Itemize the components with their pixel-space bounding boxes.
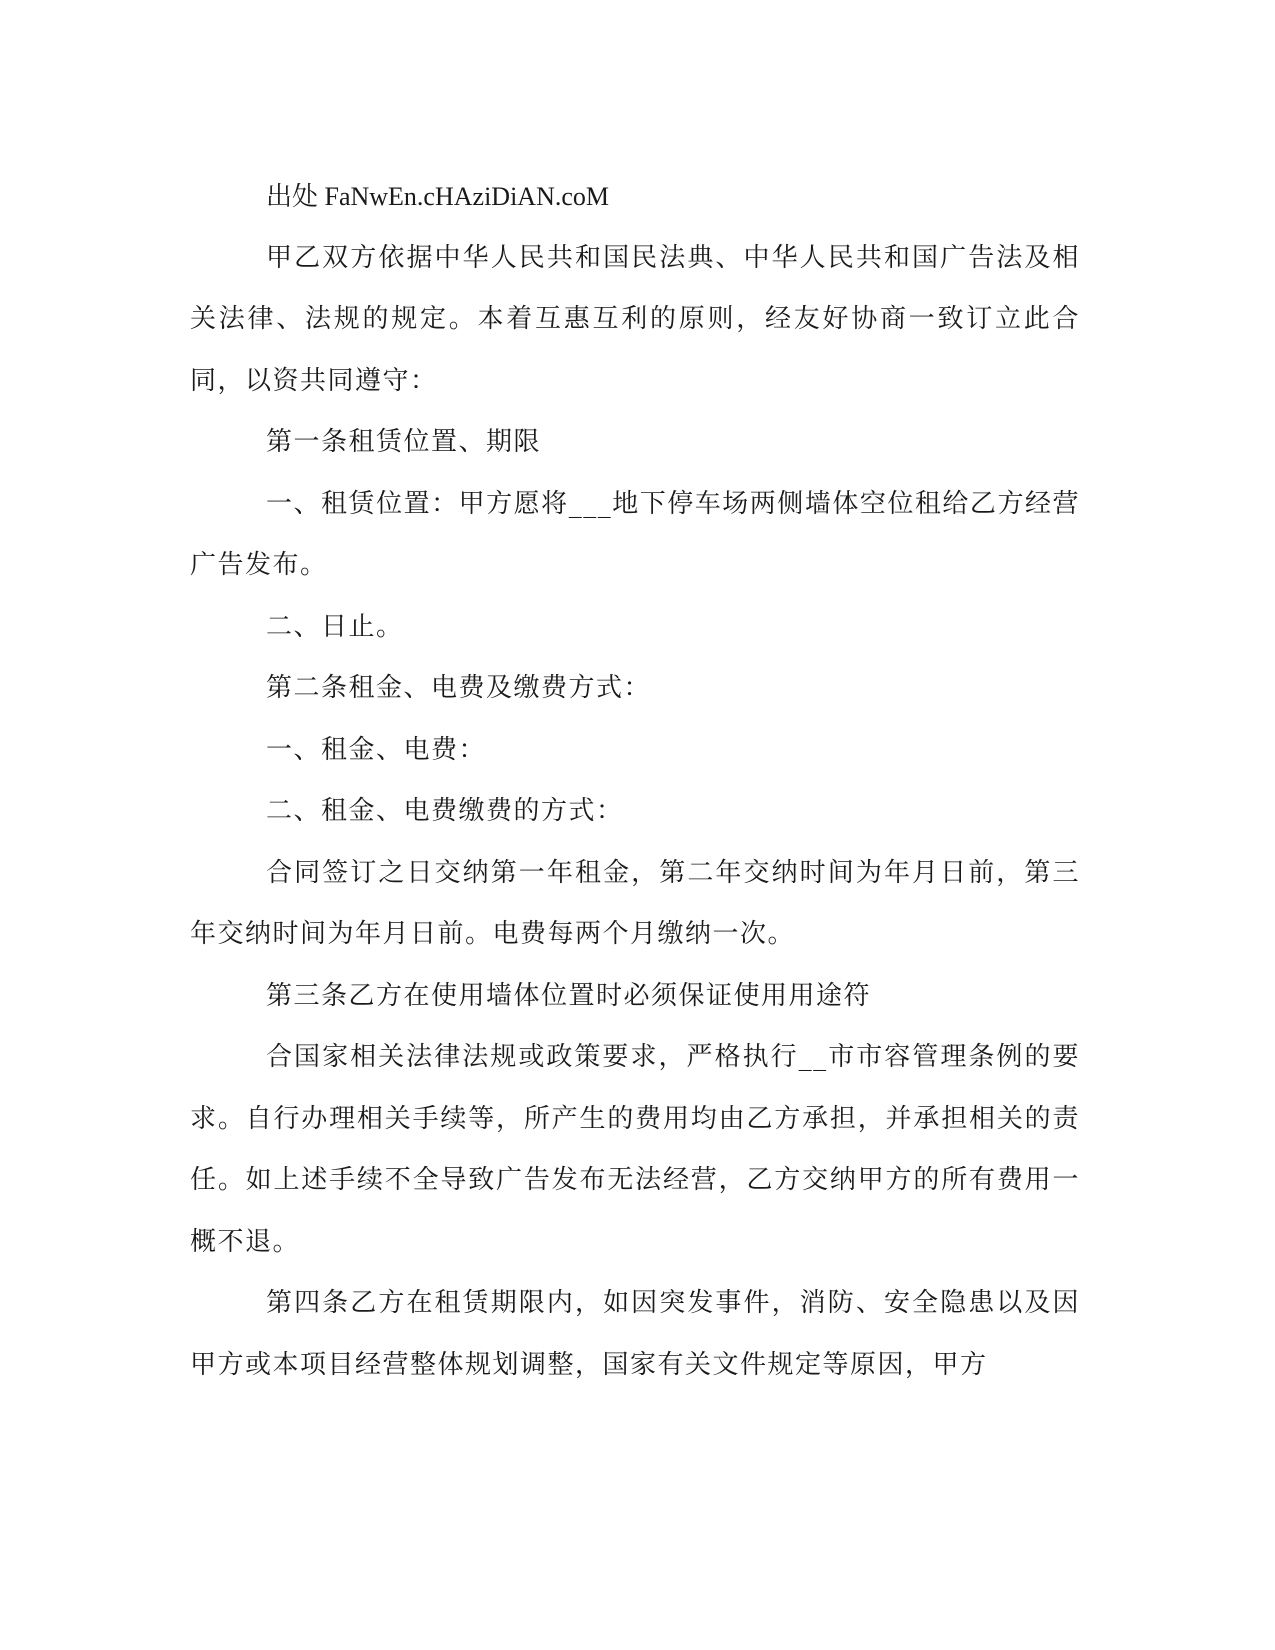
document-body bbox=[190, 166, 1080, 1396]
source-line: 出处 FaNwEn.cHAziDiAN.coM bbox=[266, 182, 610, 211]
article-1-clause-2: 二、日止。 bbox=[266, 611, 404, 642]
article-1-heading: 第一条租赁位置、期限 bbox=[266, 427, 542, 457]
paragraph-preamble: 甲乙双方依据中华人民共和国民法典、中华人民共和国广告法及相关法律、法规的规定。本着互惠互利的原则，经友好协商一致订立此合同，以资共同遵守： bbox=[190, 242, 1080, 396]
article-3-body: 合国家相关法律法规或政策要求，严格执行__市市容管理条例的要求。自行办理相关手续等，所产生的费用均由乙方承担，并承担相关的责任。如上述手续不全导致广告发布无法经营，乙方交纳甲方的所有费用一概不退。 bbox=[190, 1042, 1080, 1257]
article-3-heading: 第三条乙方在使用墙体位置时必须保证使用用途符 bbox=[266, 980, 872, 1011]
article-1-clause-1: 一、租赁位置：甲方愿将___地下停车场两侧墙体空位租给乙方经营广告发布。 bbox=[190, 488, 1080, 580]
article-2-clause-1: 一、租金、电费： bbox=[266, 734, 487, 765]
article-4-body: 第四条乙方在租赁期限内，如因突发事件，消防、安全隐患以及因甲方或本项目经营整体规划调整，国家有关文件规定等原因，甲方 bbox=[190, 1288, 1080, 1380]
article-2-payment-terms: 合同签订之日交纳第一年租金，第二年交纳时间为年月日前，第三年交纳时间为年月日前。电费每两个月缴纳一次。 bbox=[190, 857, 1080, 949]
article-2-clause-2: 二、租金、电费缴费的方式： bbox=[266, 796, 624, 826]
article-2-heading: 第二条租金、电费及缴费方式： bbox=[266, 673, 652, 703]
